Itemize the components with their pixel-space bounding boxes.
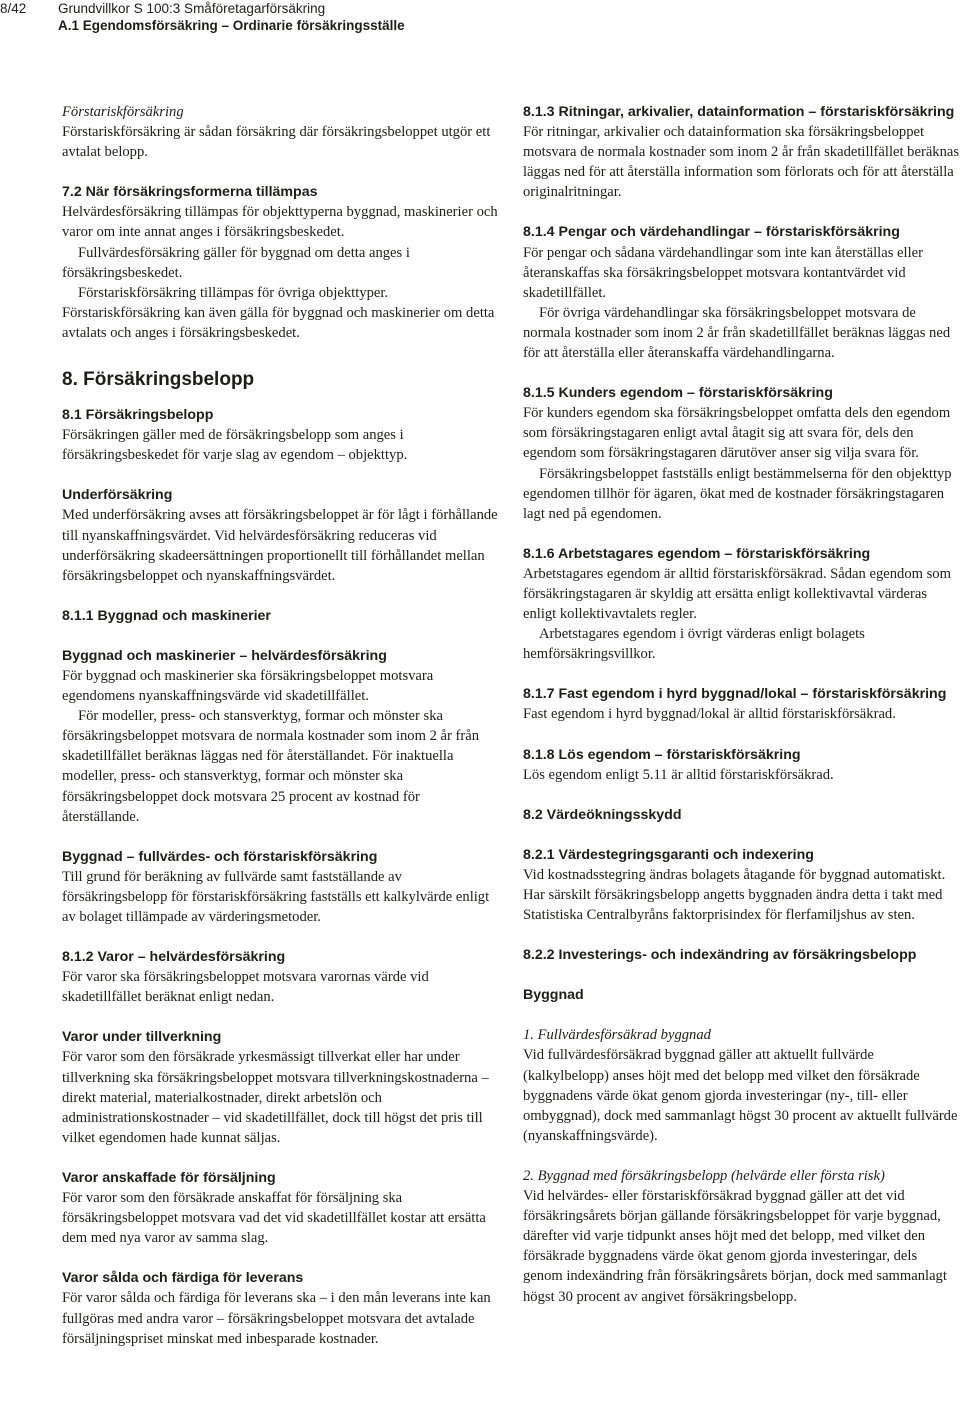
- paragraph: För varor sålda och färdiga för leverans ska – i den mån leverans inte kan fullgöras med andra varor – försäkringsbeloppet motsvara det avtalade försäljningspriset minskat med inbesparade kostnader.: [62, 1290, 491, 1347]
- paragraph: Fullvärdesförsäkring gäller för byggnad om detta anges i försäkringsbeskedet.: [62, 244, 410, 281]
- paragraph: Helvärdesförsäkring tillämpas för objekttyperna byggnad, maskinerier och varor om inte annat anges i försäkringsbeskedet.: [62, 204, 498, 241]
- heading-byggnad-helvarde: Byggnad och maskinerier – helvärdesförsäkring: [62, 647, 387, 664]
- paragraph: Vid kostnadsstegring ändras bolagets åtagande för byggnad automatiskt. Har särskilt försäkringsbelopp angetts byggnaden ändra detta i takt med Statistiska Centralbyråns faktorprisindex för flerfamiljshus av sten.: [523, 866, 946, 924]
- heading-varor-salda: Varor sålda och färdiga för leverans: [62, 1270, 304, 1287]
- paragraph: Lös egendom enligt 5.11 är alltid förstariskförsäkrad.: [523, 766, 834, 783]
- heading-byggnad: Byggnad: [523, 987, 584, 1004]
- paragraph: Försäkringsbeloppet fastställs enligt bestämmelserna för den objekttyp egendomen tillhör för ägaren, ökat med de kostnader försäkringstagaren lagt ned på egendomen.: [523, 465, 952, 522]
- paragraph: Förstariskförsäkring är sådan försäkring där försäkringsbeloppet utgör ett avtalat belopp.: [62, 124, 491, 161]
- paragraph: Med underförsäkring avses att försäkringsbeloppet är för lågt i förhållande till nyanskaffningsvärdet. Vid helvärdesförsäkring reduceras vid underförsäkring skadeersättningen proportionellt till förhållandet mellan försäkringsbeloppet och nyanskaffningsvärdet.: [62, 507, 498, 584]
- paragraph: För övriga värdehandlingar ska försäkringsbeloppet motsvara de normala kostnader som inom 2 år från skadetillfället beräknas läggas ned för att återställa eller återanskaffa värdehandlingarna.: [523, 304, 951, 362]
- heading-8-1-8: 8.1.8 Lös egendom – förstariskförsäkring: [523, 746, 801, 763]
- heading-7-2: 7.2 När försäkringsformerna tillämpas: [62, 184, 318, 201]
- list-item-label: 1. Fullvärdesförsäkrad byggnad: [523, 1027, 711, 1044]
- running-head-row: [0, 0, 600, 17]
- heading-8-1-5: 8.1.5 Kunders egendom – förstariskförsäkring: [523, 385, 833, 402]
- paragraph: Vid helvärdes- eller förstariskförsäkrad byggnad gäller att det vid försäkringsårets början gällande försäkringsbeloppet för varje byggnad, därefter vid varje tidpunkt anses höjt med det belopp, med vilket den försäkrade byggnadens värde ökat genom gjorda investeringar, dels genom indexändring från försäkringsårets början, dock med sammanlagt högst 30 procent av angivet försäkringsbelopp.: [523, 1188, 947, 1305]
- paragraph: För varor som den försäkrade anskaffat för försäljning ska försäkringsbeloppet motsvara vad det vid skadetillfället kostar att ersätta dem med nya varor av samma slag.: [62, 1190, 486, 1247]
- paragraph: Förstariskförsäkring tillämpas för övriga objekttyper. Förstariskförsäkring kan även gälla för byggnad och maskinerier om detta avtalats och anges i försäkringsbeskedet.: [62, 284, 495, 341]
- paragraph: Till grund för beräkning av fullvärde samt fastställande av försäkringsbelopp för förstariskförsäkring fastställs ett kalkylvärde enligt av bolaget tillämpade av värderingsmetoder.: [62, 868, 490, 925]
- heading-8-2: 8.2 Värdeökningsskydd: [523, 806, 682, 823]
- paragraph: För varor som den försäkrade yrkesmässigt tillverkat eller har under tillverkning ska försäkringsbeloppet motsvara tillverkningskostnaderna – direkt material, materialkostnader, direkt arbetslön och administrationskostnader – vid skadetillfället, dock till högst det pris till vilket egendomen hade kunnat säljas.: [62, 1049, 489, 1146]
- right-column: [523, 102, 960, 1307]
- paragraph: Vid fullvärdesförsäkrad byggnad gäller att aktuellt fullvärde (kalkylbelopp) anses höjt med det belopp med vilket den försäkrade byggnadens värde ökat genom gjorda investeringar (ny-, till- eller ombyggnad), dock med sammanlagt högst 30 procent av aktuellt fullvärde (nyanskaffningsvärde).: [523, 1047, 958, 1144]
- paragraph: För byggnad och maskinerier ska försäkringsbeloppet motsvara egendomens nyanskaffningsvärde vid skadetillfället.: [62, 667, 434, 705]
- paragraph: Arbetstagares egendom i övrigt värderas enligt bolagets hemförsäkringsvillkor.: [523, 626, 865, 663]
- heading-8: 8. Försäkringsbelopp: [62, 369, 255, 391]
- paragraph: Försäkringen gäller med de försäkringsbelopp som anges i försäkringsbeskedet för varje slag av egendom – objekttyp.: [62, 427, 408, 464]
- heading-8-2-1: 8.2.1 Värdestegringsgaranti och indexering: [523, 846, 814, 863]
- section-title: A.1 Egendomsförsäkring – Ordinarie försäkringsställe: [58, 18, 405, 33]
- heading-underforsakring: Underförsäkring: [62, 487, 173, 504]
- paragraph: Arbetstagares egendom är alltid förstariskförsäkrad. Sådan egendom som försäkringstagaren är skyldig att ersätta enligt kollektivavtal värderas enligt kollektivavtalets regler.: [523, 565, 951, 623]
- paragraph: För modeller, press- och stansverktyg, formar och mönster ska försäkringsbeloppet motsvara de normala kostnader som inom 2 år från skadetillfället beräknas läggas ned för återställandet. För inaktuella modeller, press- och stansverktyg, formar och mönster ska försäkringsbeloppet dock motsvara 25 procent av kostnad för återställande.: [62, 708, 480, 825]
- list-item-label: 2. Byggnad med försäkringsbelopp (helvärde eller första risk): [523, 1167, 885, 1184]
- heading-varor-anskaffade: Varor anskaffade för försäljning: [62, 1169, 276, 1186]
- heading-8-1: 8.1 Försäkringsbelopp: [62, 407, 214, 424]
- paragraph: För kunders egendom ska försäkringsbeloppet omfatta dels den egendom som försäkringstagaren enligt avtal åtagit sig att svara för, dels den egendom som försäkringstagaren därutöver anser sig vilja svara för.: [523, 405, 951, 462]
- running-head: [0, 0, 600, 34]
- heading-8-1-1: 8.1.1 Byggnad och maskinerier: [62, 607, 271, 624]
- paragraph: För pengar och sådana värdehandlingar som inte kan återställas eller återanskaffas ska försäkringsbeloppet motsvara kontantvärdet vid skadetillfället.: [523, 244, 923, 301]
- paragraph: Fast egendom i hyrd byggnad/lokal är alltid förstariskförsäkrad.: [523, 706, 896, 723]
- left-column: [62, 102, 498, 1349]
- page-number: 8/42: [0, 1, 27, 16]
- heading-8-1-4: 8.1.4 Pengar och värdehandlingar – förstariskförsäkring: [523, 224, 900, 241]
- heading-byggnad-fullvarde: Byggnad – fullvärdes- och förstariskförsäkring: [62, 848, 378, 865]
- paragraph: För varor ska försäkringsbeloppet motsvara varornas värde vid skadetillfället beräknat enligt nedan.: [62, 969, 429, 1006]
- heading-8-1-3: 8.1.3 Ritningar, arkivalier, datainformation – förstariskförsäkring: [523, 104, 955, 120]
- heading-8-1-6: 8.1.6 Arbetstagares egendom – förstariskförsäkring: [523, 545, 871, 562]
- heading-8-1-2: 8.1.2 Varor – helvärdesförsäkring: [62, 949, 286, 966]
- heading-forstariskforsakring: Förstariskförsäkring: [62, 104, 184, 120]
- heading-8-2-2: 8.2.2 Investerings- och indexändring av försäkringsbelopp: [523, 947, 917, 964]
- doc-title: Grundvillkor S 100:3 Småföretagarförsäkring: [58, 1, 326, 16]
- heading-8-1-7: 8.1.7 Fast egendom i hyrd byggnad/lokal – förstariskförsäkring: [523, 686, 947, 703]
- heading-varor-tillverkning: Varor under tillverkning: [62, 1029, 222, 1046]
- paragraph: För ritningar, arkivalier och datainformation ska försäkringsbeloppet motsvara de normala kostnader som inom 2 år från skadetillfället beräknas läggas ned för att återställa information som förlorats och för att återställa originalritningar.: [523, 124, 960, 201]
